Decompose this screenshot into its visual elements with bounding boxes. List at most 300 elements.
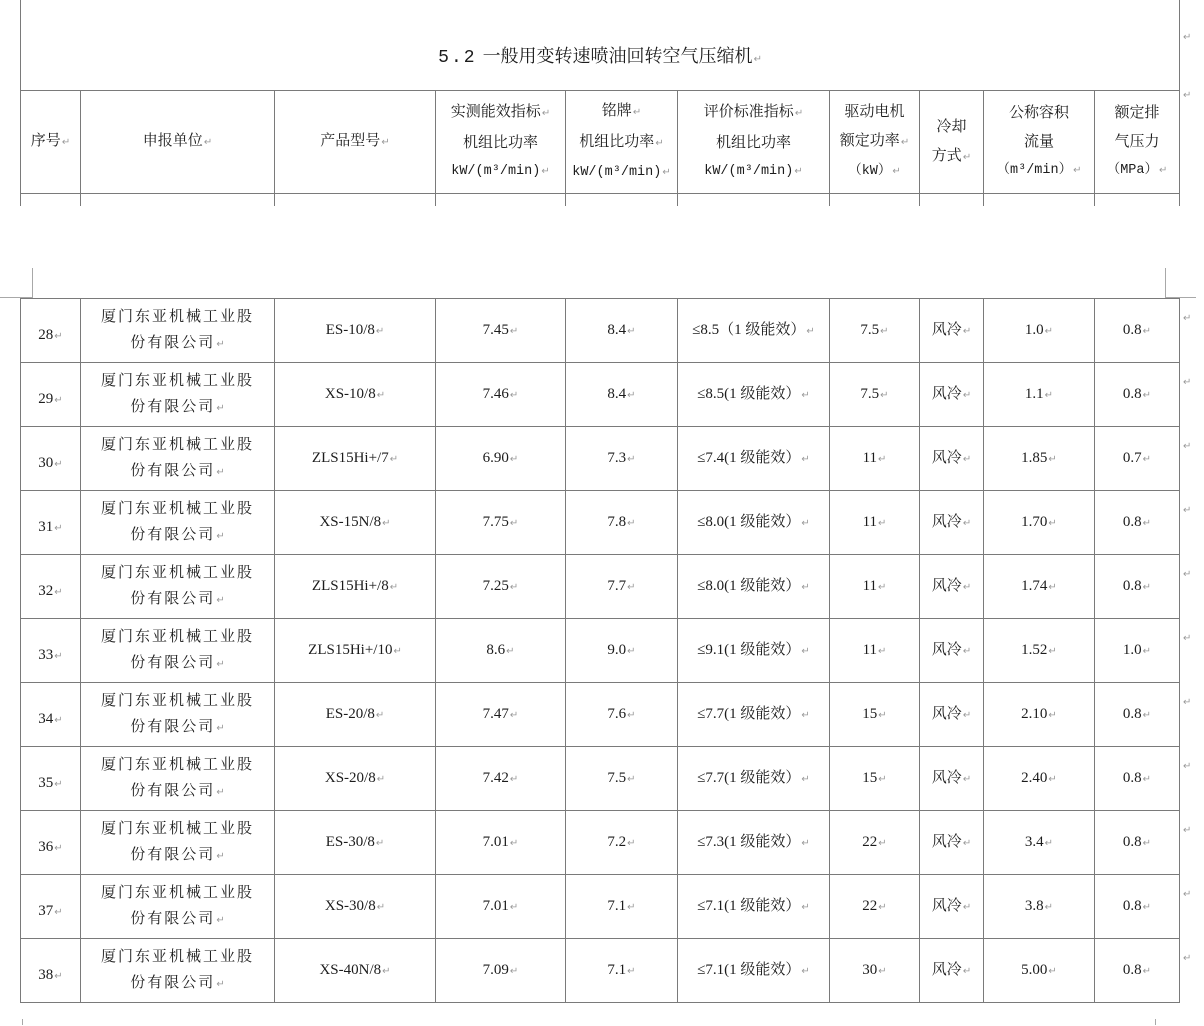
cell-model[interactable] [275, 875, 436, 939]
cooling-value: 风冷 ↵ [932, 512, 971, 530]
standard-value: ≤7.7(1 级能效） ↵ [697, 770, 810, 786]
cell-motor_power[interactable] [830, 427, 920, 491]
cell-model[interactable] [275, 619, 436, 683]
row-end-mark-icon [1183, 503, 1193, 515]
cell-cooling[interactable] [920, 811, 984, 875]
cell-flow[interactable] [984, 363, 1095, 427]
cell-no[interactable] [21, 683, 81, 747]
measured-value: 7.42 ↵ [483, 770, 519, 786]
no-value: 32 ↵ [38, 583, 62, 599]
cell-pressure[interactable] [1095, 939, 1180, 1003]
cell-measured[interactable] [436, 619, 566, 683]
section-number: 5.2 [438, 47, 477, 68]
cell-nameplate[interactable] [566, 427, 678, 491]
motor_power-value: 15 ↵ [862, 770, 886, 786]
cell-measured[interactable] [436, 491, 566, 555]
row-end-mark-icon [1183, 88, 1193, 100]
cell-motor_power[interactable] [830, 747, 920, 811]
table-row [21, 939, 1180, 1003]
cell-model[interactable] [275, 555, 436, 619]
cooling-value: 风冷 ↵ [932, 448, 971, 466]
model-value: ZLS15Hi+/7 ↵ [312, 450, 398, 466]
model-value: ZLS15Hi+/10 ↵ [308, 642, 402, 658]
page-corner-mark [22, 1019, 23, 1025]
cell-no[interactable] [21, 747, 81, 811]
cell-flow[interactable] [984, 939, 1095, 1003]
nameplate-value: 7.7 ↵ [607, 578, 635, 594]
nameplate-value: 7.3 ↵ [607, 450, 635, 466]
header-table [20, 0, 1180, 206]
cell-measured[interactable] [436, 811, 566, 875]
pressure-value: 0.8 ↵ [1123, 898, 1151, 914]
cell-motor_power[interactable] [830, 875, 920, 939]
row-end-mark-icon [1183, 631, 1193, 643]
header-standard-line-1: 评价标准指标 ↵ [678, 97, 829, 128]
row-end-mark-icon [1183, 823, 1193, 835]
standard-value: ≤9.1(1 级能效） ↵ [697, 642, 810, 658]
measured-value: 7.75 ↵ [483, 514, 519, 530]
table-cell[interactable] [275, 193, 436, 206]
header-motor-power-unit: （kW） ↵ [830, 157, 919, 186]
data-table-body [21, 299, 1180, 1003]
standard-value: ≤7.1(1 级能效） ↵ [697, 898, 810, 914]
motor_power-value: 11 ↵ [863, 642, 887, 658]
cell-standard[interactable] [678, 299, 830, 363]
cell-pressure[interactable] [1095, 875, 1180, 939]
header-motor-power-line-2: 额定功率 ↵ [830, 126, 919, 157]
pressure-value: 0.8 ↵ [1123, 322, 1151, 338]
row-end-mark-icon [1183, 439, 1193, 451]
no-value: 38 ↵ [38, 967, 62, 983]
cell-model[interactable] [275, 491, 436, 555]
cell-flow[interactable] [984, 619, 1095, 683]
table-row [21, 363, 1180, 427]
cell-motor_power[interactable] [830, 491, 920, 555]
flow-value: 3.8 ↵ [1025, 898, 1053, 914]
applicant-value: 厦门东亚机械工业股份有限公司 ↵ [96, 431, 260, 486]
applicant-value: 厦门东亚机械工业股份有限公司 ↵ [96, 751, 260, 806]
cell-nameplate[interactable] [566, 555, 678, 619]
header-cooling[interactable] [920, 90, 984, 193]
cell-flow[interactable] [984, 299, 1095, 363]
standard-value: ≤7.3(1 级能效） ↵ [697, 834, 810, 850]
cell-no[interactable] [21, 427, 81, 491]
header-motor-power[interactable] [830, 90, 920, 193]
cell-flow[interactable] [984, 683, 1095, 747]
cooling-value: 风冷 ↵ [932, 384, 971, 402]
cell-standard[interactable] [678, 747, 830, 811]
pressure-value: 1.0 ↵ [1123, 642, 1151, 658]
cell-pressure[interactable] [1095, 299, 1180, 363]
measured-value: 7.46 ↵ [483, 386, 519, 402]
applicant-value: 厦门东亚机械工业股份有限公司 ↵ [96, 879, 260, 934]
table-cell[interactable] [984, 193, 1095, 206]
cell-measured[interactable] [436, 683, 566, 747]
cell-model[interactable] [275, 811, 436, 875]
applicant-value: 厦门东亚机械工业股份有限公司 ↵ [96, 303, 260, 358]
cell-measured[interactable] [436, 555, 566, 619]
cell-pressure[interactable] [1095, 747, 1180, 811]
cell-applicant[interactable] [81, 811, 275, 875]
pressure-value: 0.7 ↵ [1123, 450, 1151, 466]
table-row [21, 747, 1180, 811]
cell-no[interactable] [21, 811, 81, 875]
header-pressure-line-1: 额定排 [1114, 103, 1160, 121]
flow-value: 2.10 ↵ [1021, 706, 1057, 722]
no-value: 33 ↵ [38, 647, 62, 663]
applicant-value: 厦门东亚机械工业股份有限公司 ↵ [96, 815, 260, 870]
cell-model[interactable] [275, 683, 436, 747]
cell-cooling[interactable] [920, 299, 984, 363]
cell-measured[interactable] [436, 875, 566, 939]
cell-nameplate[interactable] [566, 619, 678, 683]
header-pressure-unit: （MPa） ↵ [1095, 156, 1179, 185]
no-value: 34 ↵ [38, 711, 62, 727]
standard-value: ≤7.4(1 级能效） ↵ [697, 450, 810, 466]
table-row [21, 555, 1180, 619]
nameplate-value: 7.5 ↵ [607, 770, 635, 786]
cell-flow[interactable] [984, 875, 1095, 939]
applicant-value: 厦门东亚机械工业股份有限公司 ↵ [96, 943, 260, 998]
applicant-value: 厦门东亚机械工业股份有限公司 ↵ [96, 367, 260, 422]
header-cooling-line-1: 冷却 [936, 116, 967, 135]
cell-cooling[interactable] [920, 555, 984, 619]
cell-pressure[interactable] [1095, 619, 1180, 683]
cell-pressure[interactable] [1095, 427, 1180, 491]
header-measured-line-1: 实测能效指标 ↵ [436, 97, 565, 128]
header-nameplate-line-1: 铭牌 ↵ [566, 96, 677, 127]
nameplate-value: 7.2 ↵ [607, 834, 635, 850]
row-end-mark-icon [1183, 30, 1193, 42]
cell-model[interactable] [275, 747, 436, 811]
cell-pressure[interactable] [1095, 555, 1180, 619]
cell-nameplate[interactable] [566, 491, 678, 555]
cell-pressure[interactable] [1095, 491, 1180, 555]
nameplate-value: 8.4 ↵ [607, 386, 635, 402]
table-cell[interactable] [678, 193, 830, 206]
data-table [20, 298, 1180, 1003]
model-value: XS-20/8 ↵ [325, 770, 385, 786]
no-value: 35 ↵ [38, 775, 62, 791]
header-nameplate-unit: kW/(m³/min) ↵ [566, 158, 677, 187]
cell-nameplate[interactable] [566, 747, 678, 811]
cell-measured[interactable] [436, 939, 566, 1003]
table-row [21, 299, 1180, 363]
flow-value: 1.85 ↵ [1021, 450, 1057, 466]
header-applicant[interactable] [81, 90, 275, 193]
table-cell[interactable] [81, 193, 275, 206]
motor_power-value: 7.5 ↵ [860, 386, 888, 402]
motor_power-value: 11 ↵ [863, 450, 887, 466]
cell-measured[interactable] [436, 363, 566, 427]
flow-value: 1.74 ↵ [1021, 578, 1057, 594]
cell-standard[interactable] [678, 683, 830, 747]
table-row [21, 427, 1180, 491]
header-applicant-label: 申报单位 ↵ [81, 126, 274, 157]
cooling-value: 风冷 ↵ [932, 320, 971, 338]
cell-motor_power[interactable] [830, 619, 920, 683]
page-corner-mark [32, 268, 33, 298]
cell-no[interactable] [21, 619, 81, 683]
cell-cooling[interactable] [920, 619, 984, 683]
pressure-value: 0.8 ↵ [1123, 578, 1151, 594]
cell-no[interactable] [21, 299, 81, 363]
header-no[interactable] [21, 90, 81, 193]
header-standard-unit: kW/(m³/min) ↵ [678, 157, 829, 186]
cell-measured[interactable] [436, 427, 566, 491]
cell-flow[interactable] [984, 811, 1095, 875]
cell-no[interactable] [21, 555, 81, 619]
cell-pressure[interactable] [1095, 363, 1180, 427]
row-end-mark-icon [1183, 759, 1193, 771]
flow-value: 1.52 ↵ [1021, 642, 1057, 658]
motor_power-value: 7.5 ↵ [860, 322, 888, 338]
table-cell[interactable] [830, 193, 920, 206]
motor_power-value: 11 ↵ [863, 514, 887, 530]
nameplate-value: 7.6 ↵ [607, 706, 635, 722]
table-row [21, 811, 1180, 875]
cell-no[interactable] [21, 491, 81, 555]
header-model[interactable] [275, 90, 436, 193]
motor_power-value: 30 ↵ [862, 962, 886, 978]
header-motor-power-line-1: 驱动电机 [844, 102, 905, 120]
standard-value: ≤8.0(1 级能效） ↵ [697, 514, 810, 530]
applicant-value: 厦门东亚机械工业股份有限公司 ↵ [96, 559, 260, 614]
cell-applicant[interactable] [81, 363, 275, 427]
row-end-mark-icon [1183, 567, 1193, 579]
model-value: XS-40N/8 ↵ [319, 962, 390, 978]
standard-value: ≤7.1(1 级能效） ↵ [697, 962, 810, 978]
model-value: XS-30/8 ↵ [325, 898, 385, 914]
cell-cooling[interactable] [920, 363, 984, 427]
cell-applicant[interactable] [81, 619, 275, 683]
cell-standard[interactable] [678, 555, 830, 619]
table-cell[interactable] [436, 193, 566, 206]
header-nameplate-line-2: 机组比功率 ↵ [566, 127, 677, 158]
cell-applicant[interactable] [81, 491, 275, 555]
standard-value: ≤7.7(1 级能效） ↵ [697, 706, 810, 722]
model-value: ES-20/8 ↵ [326, 706, 385, 722]
row-end-mark-icon [1183, 887, 1193, 899]
cell-model[interactable] [275, 427, 436, 491]
table-row [21, 875, 1180, 939]
measured-value: 7.01 ↵ [483, 898, 519, 914]
cell-measured[interactable] [436, 747, 566, 811]
flow-value: 1.1 ↵ [1025, 386, 1053, 402]
header-standard-line-2: 机组比功率 [715, 133, 791, 151]
pressure-value: 0.8 ↵ [1123, 770, 1151, 786]
cell-applicant[interactable] [81, 427, 275, 491]
section-name: 一般用变转速喷油回转空气压缩机 ↵ [483, 46, 762, 67]
section-title-cell[interactable] [21, 0, 1180, 90]
applicant-value: 厦门东亚机械工业股份有限公司 ↵ [96, 687, 260, 742]
cell-applicant[interactable] [81, 299, 275, 363]
table-title-row [21, 0, 1180, 90]
no-value: 37 ↵ [38, 903, 62, 919]
standard-value: ≤8.0(1 级能效） ↵ [697, 578, 810, 594]
standard-value: ≤8.5(1 级能效） ↵ [697, 386, 810, 402]
nameplate-value: 7.1 ↵ [607, 962, 635, 978]
page-1-table-section [20, 0, 1182, 206]
cooling-value: 风冷 ↵ [932, 960, 971, 978]
cell-cooling[interactable] [920, 683, 984, 747]
cell-cooling[interactable] [920, 491, 984, 555]
cell-motor_power[interactable] [830, 811, 920, 875]
header-pressure[interactable] [1095, 90, 1180, 193]
motor_power-value: 15 ↵ [862, 706, 886, 722]
cell-motor_power[interactable] [830, 363, 920, 427]
table-cell[interactable] [21, 193, 81, 206]
motor_power-value: 11 ↵ [863, 578, 887, 594]
no-value: 36 ↵ [38, 839, 62, 855]
cooling-value: 风冷 ↵ [932, 896, 971, 914]
flow-value: 1.0 ↵ [1025, 322, 1053, 338]
table-row [21, 491, 1180, 555]
cell-cooling[interactable] [920, 427, 984, 491]
measured-value: 8.6 ↵ [486, 642, 514, 658]
cell-motor_power[interactable] [830, 555, 920, 619]
pressure-value: 0.8 ↵ [1123, 706, 1151, 722]
model-value: ES-30/8 ↵ [326, 834, 385, 850]
cell-no[interactable] [21, 939, 81, 1003]
table-row-cut-off [21, 193, 1180, 206]
table-cell[interactable] [920, 193, 984, 206]
header-measured-unit: kW/(m³/min) ↵ [436, 157, 565, 186]
cell-measured[interactable] [436, 299, 566, 363]
header-cooling-line-2: 方式 ↵ [920, 141, 983, 172]
row-end-mark-icon [1183, 311, 1193, 323]
table-row [21, 619, 1180, 683]
cell-standard[interactable] [678, 875, 830, 939]
motor_power-value: 22 ↵ [862, 898, 886, 914]
cooling-value: 风冷 ↵ [932, 640, 971, 658]
pressure-value: 0.8 ↵ [1123, 834, 1151, 850]
header-no-label: 序号 ↵ [21, 126, 80, 157]
cell-applicant[interactable] [81, 683, 275, 747]
no-value: 29 ↵ [38, 391, 62, 407]
cell-motor_power[interactable] [830, 299, 920, 363]
page-corner-mark [1155, 1019, 1156, 1025]
pressure-value: 0.8 ↵ [1123, 386, 1151, 402]
cell-nameplate[interactable] [566, 299, 678, 363]
measured-value: 7.25 ↵ [483, 578, 519, 594]
page-corner-mark [1165, 268, 1166, 298]
cell-motor_power[interactable] [830, 939, 920, 1003]
cell-nameplate[interactable] [566, 811, 678, 875]
cell-flow[interactable] [984, 491, 1095, 555]
pressure-value: 0.8 ↵ [1123, 962, 1151, 978]
model-value: XS-15N/8 ↵ [319, 514, 390, 530]
measured-value: 7.45 ↵ [483, 322, 519, 338]
cell-model[interactable] [275, 299, 436, 363]
cooling-value: 风冷 ↵ [932, 768, 971, 786]
cell-cooling[interactable] [920, 939, 984, 1003]
applicant-value: 厦门东亚机械工业股份有限公司 ↵ [96, 623, 260, 678]
header-pressure-line-2: 气压力 [1114, 132, 1160, 150]
cooling-value: 风冷 ↵ [932, 704, 971, 722]
cell-flow[interactable] [984, 555, 1095, 619]
cell-standard[interactable] [678, 363, 830, 427]
header-flow-line-2: 流量 [1023, 132, 1054, 150]
table-cell[interactable] [1095, 193, 1180, 206]
header-measured-line-2: 机组比功率 [462, 133, 538, 151]
row-end-mark-icon [1183, 951, 1193, 963]
header-flow-line-1: 公称容积 [1008, 103, 1069, 121]
pressure-value: 0.8 ↵ [1123, 514, 1151, 530]
table-header-row [21, 90, 1180, 193]
cell-standard[interactable] [678, 491, 830, 555]
flow-value: 5.00 ↵ [1021, 962, 1057, 978]
cooling-value: 风冷 ↵ [932, 576, 971, 594]
row-end-mark-icon [1183, 695, 1193, 707]
flow-value: 3.4 ↵ [1025, 834, 1053, 850]
cell-standard[interactable] [678, 939, 830, 1003]
cell-nameplate[interactable] [566, 363, 678, 427]
header-flow-unit: （m³/min） ↵ [984, 156, 1094, 185]
no-value: 31 ↵ [38, 519, 62, 535]
nameplate-value: 7.8 ↵ [607, 514, 635, 530]
no-value: 28 ↵ [38, 327, 62, 343]
nameplate-value: 8.4 ↵ [607, 322, 635, 338]
cell-flow[interactable] [984, 747, 1095, 811]
measured-value: 6.90 ↵ [483, 450, 519, 466]
model-value: ES-10/8 ↵ [326, 322, 385, 338]
cell-model[interactable] [275, 363, 436, 427]
model-value: ZLS15Hi+/8 ↵ [312, 578, 398, 594]
header-standard[interactable] [678, 90, 830, 193]
header-flow[interactable] [984, 90, 1095, 193]
cell-cooling[interactable] [920, 875, 984, 939]
cell-flow[interactable] [984, 427, 1095, 491]
cell-pressure[interactable] [1095, 811, 1180, 875]
measured-value: 7.01 ↵ [483, 834, 519, 850]
cell-nameplate[interactable] [566, 875, 678, 939]
cell-no[interactable] [21, 875, 81, 939]
applicant-value: 厦门东亚机械工业股份有限公司 ↵ [96, 495, 260, 550]
header-nameplate[interactable] [566, 90, 678, 193]
cell-cooling[interactable] [920, 747, 984, 811]
cell-applicant[interactable] [81, 555, 275, 619]
measured-value: 7.47 ↵ [483, 706, 519, 722]
flow-value: 2.40 ↵ [1021, 770, 1057, 786]
nameplate-value: 9.0 ↵ [607, 642, 635, 658]
cell-standard[interactable] [678, 811, 830, 875]
cell-standard[interactable] [678, 427, 830, 491]
no-value: 30 ↵ [38, 455, 62, 471]
table-row [21, 683, 1180, 747]
cell-motor_power[interactable] [830, 683, 920, 747]
flow-value: 1.70 ↵ [1021, 514, 1057, 530]
cell-nameplate[interactable] [566, 939, 678, 1003]
cell-applicant[interactable] [81, 747, 275, 811]
measured-value: 7.09 ↵ [483, 962, 519, 978]
model-value: XS-10/8 ↵ [325, 386, 385, 402]
header-measured[interactable] [436, 90, 566, 193]
row-end-mark-icon [1183, 375, 1193, 387]
table-cell[interactable] [566, 193, 678, 206]
motor_power-value: 22 ↵ [862, 834, 886, 850]
cell-applicant[interactable] [81, 875, 275, 939]
cell-nameplate[interactable] [566, 683, 678, 747]
cell-applicant[interactable] [81, 939, 275, 1003]
cell-no[interactable] [21, 363, 81, 427]
standard-value: ≤8.5（1 级能效） ↵ [692, 322, 815, 338]
header-model-label: 产品型号 ↵ [275, 126, 435, 157]
cell-pressure[interactable] [1095, 683, 1180, 747]
cell-model[interactable] [275, 939, 436, 1003]
cooling-value: 风冷 ↵ [932, 832, 971, 850]
cell-standard[interactable] [678, 619, 830, 683]
